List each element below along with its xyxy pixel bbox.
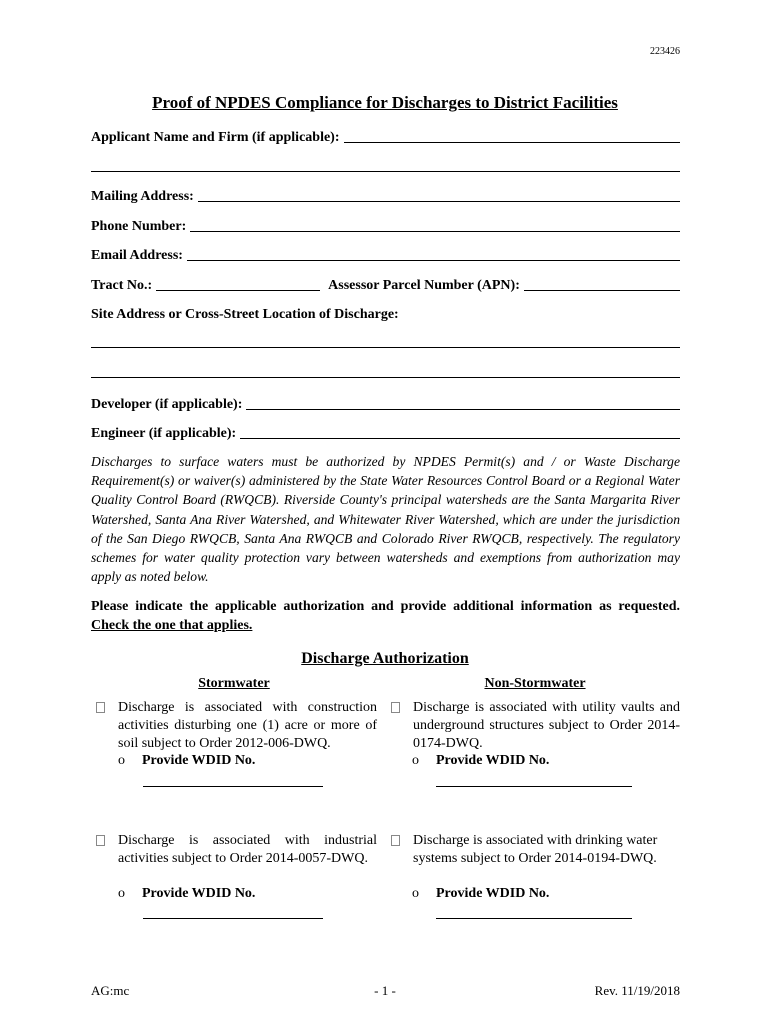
section-title: Discharge Authorization (301, 650, 469, 667)
applicant-continuation-line[interactable] (91, 171, 680, 172)
tract-input-line[interactable] (156, 276, 320, 291)
site-address-label: Site Address or Cross-Street Location of Discharge: (91, 307, 399, 322)
footer-initials: AG:mc (91, 983, 130, 998)
construction-text: Discharge is associated with construction activities disturbing one (1) acre or more of soil subject to Order 2012-006-DWQ. (118, 700, 377, 751)
industrial-wdid-line[interactable] (143, 918, 323, 919)
bullet-icon: o (118, 753, 125, 768)
wdid-label: Provide WDID No. (436, 753, 550, 768)
mailing-address-label: Mailing Address: (91, 189, 194, 204)
industrial-checkbox[interactable] (96, 835, 105, 846)
site-address-line-2[interactable] (91, 377, 680, 378)
non-stormwater-heading: Non-Stormwater (484, 676, 586, 691)
mailing-address-input-line[interactable] (198, 187, 680, 202)
option-drinking-water[interactable] (391, 832, 680, 888)
option-utility[interactable] (391, 699, 680, 755)
industrial-wdid (118, 886, 368, 904)
bullet-icon: o (412, 886, 419, 901)
utility-text: Discharge is associated with utility vaults and underground structures subject to Order 2014-0174-DWQ. (413, 700, 680, 751)
industrial-text: Discharge is associated with industrial activities subject to Order 2014-0057-DWQ. (118, 833, 377, 866)
footer-page-number: - 1 - (374, 983, 396, 998)
construction-checkbox[interactable] (96, 702, 105, 713)
option-industrial[interactable] (96, 832, 377, 888)
site-address-field (91, 301, 680, 323)
drinking-water-checkbox[interactable] (391, 835, 400, 846)
developer-label: Developer (if applicable): (91, 397, 243, 412)
applicant-label: Applicant Name and Firm (if applicable): (91, 130, 340, 145)
phone-input-line[interactable] (190, 217, 680, 232)
construction-wdid (118, 753, 368, 771)
drinking-water-wdid-line[interactable] (436, 918, 632, 919)
instructions (91, 597, 680, 635)
wdid-label: Provide WDID No. (142, 753, 256, 768)
bullet-icon: o (412, 753, 419, 768)
instruction-text: Please indicate the applicable authorization and provide additional information as requested. (91, 599, 680, 614)
developer-field[interactable] (91, 391, 680, 413)
intro-paragraph: Discharges to surface waters must be authorized by NPDES Permit(s) and / or Waste Discharge Requirement(s) or waiver(s) administered by the State Water Resources Control Board or a Regional Water Quality Control Board (RWQCB). Riverside County's principal watersheds are the Santa Margarita River Watershed, Santa Ana River Watershed, and Whitewater River Watershed, which are under the jurisdiction of the San Diego RWQCB, Santa Ana RWQCB and Colorado River RWQCB, respectively. The regulatory schemes for water quality protection vary between watersheds and exemptions from authorization may apply as noted below. (91, 454, 680, 585)
phone-field[interactable] (91, 213, 680, 235)
utility-wdid (412, 753, 662, 771)
footer-revision: Rev. 11/19/2018 (594, 983, 680, 998)
applicant-input-line[interactable] (344, 128, 681, 143)
document-number: 223426 (650, 46, 680, 57)
mailing-address-field[interactable] (91, 183, 680, 205)
applicant-field[interactable] (91, 124, 680, 146)
stormwater-heading: Stormwater (198, 676, 270, 691)
option-construction[interactable] (96, 699, 377, 755)
engineer-label: Engineer (if applicable): (91, 426, 237, 441)
instruction-emphasis: Check the one that applies. (91, 618, 253, 633)
apn-label: Assessor Parcel Number (APN): (328, 278, 520, 293)
utility-checkbox[interactable] (391, 702, 400, 713)
apn-input-line[interactable] (524, 276, 680, 291)
wdid-label: Provide WDID No. (436, 886, 550, 901)
developer-input-line[interactable] (246, 395, 680, 410)
engineer-field[interactable] (91, 420, 680, 442)
tract-label: Tract No.: (91, 278, 153, 293)
email-input-line[interactable] (187, 246, 680, 261)
phone-label: Phone Number: (91, 219, 187, 234)
tract-apn-field[interactable] (91, 272, 680, 294)
page-title: Proof of NPDES Compliance for Discharges to District Facilities (152, 93, 618, 112)
engineer-input-line[interactable] (240, 424, 680, 439)
drinking-water-text: Discharge is associated with drinking water systems subject to Order 2014-0194-DWQ. (413, 833, 658, 866)
wdid-label: Provide WDID No. (142, 886, 256, 901)
utility-wdid-line[interactable] (436, 786, 632, 787)
email-field[interactable] (91, 242, 680, 264)
bullet-icon: o (118, 886, 125, 901)
construction-wdid-line[interactable] (143, 786, 323, 787)
site-address-line-1[interactable] (91, 347, 680, 348)
email-label: Email Address: (91, 248, 183, 263)
drinking-water-wdid (412, 886, 662, 904)
